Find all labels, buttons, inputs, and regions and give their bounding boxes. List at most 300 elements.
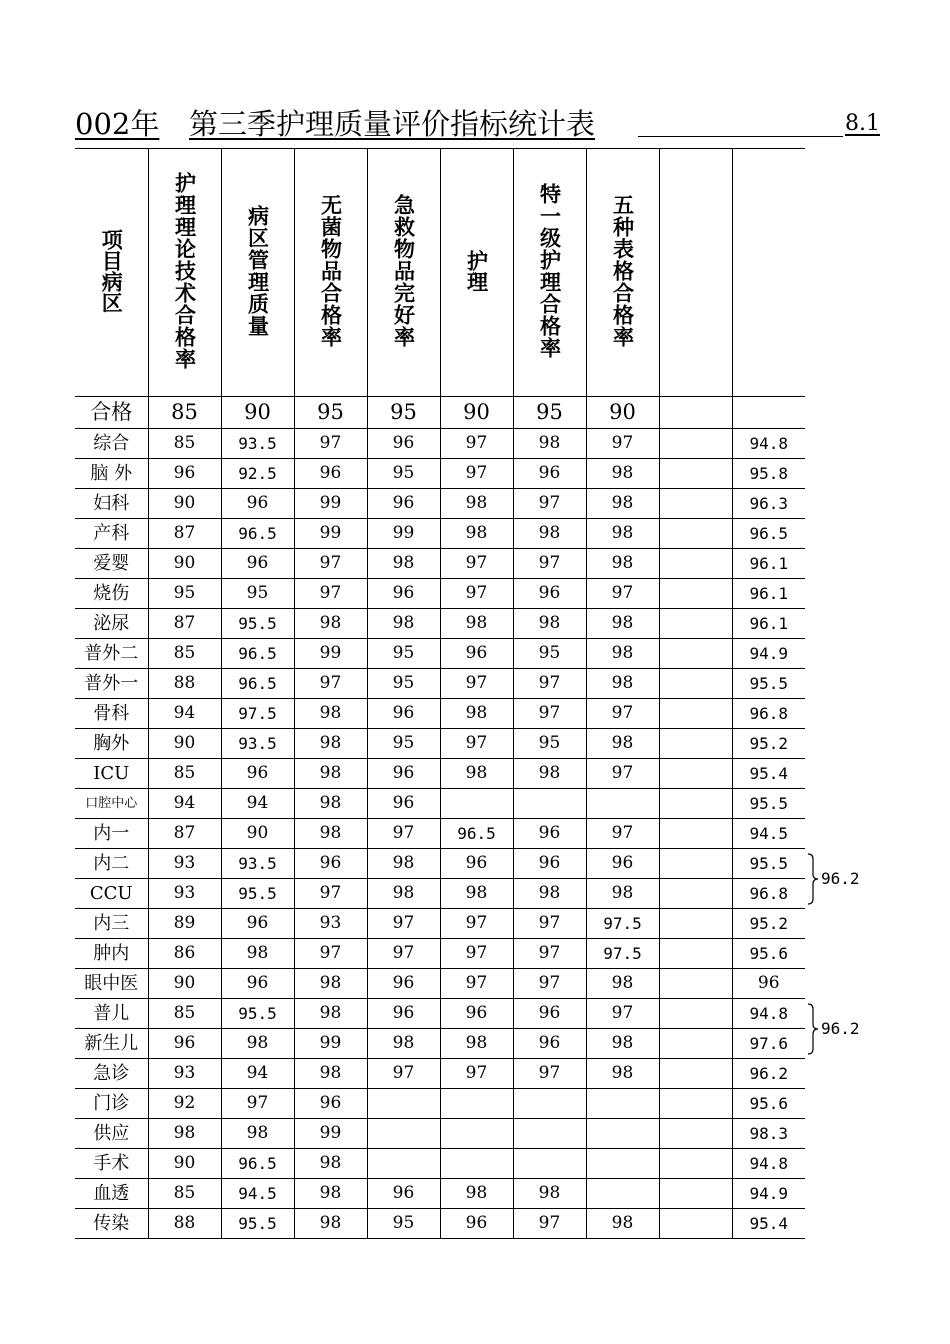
value-cell: 93 xyxy=(148,879,221,909)
department-cell: 眼中医 xyxy=(75,969,148,999)
department-cell: CCU xyxy=(75,879,148,909)
value-cell: 98 xyxy=(294,819,367,849)
value-cell: 86 xyxy=(148,939,221,969)
value-cell xyxy=(659,1089,732,1119)
value-cell xyxy=(659,579,732,609)
column-header-label: 急救物品完好率 xyxy=(391,193,417,348)
value-cell xyxy=(659,519,732,549)
table-row xyxy=(75,1179,805,1209)
value-cell: 95 xyxy=(367,729,440,759)
value-cell: 98 xyxy=(586,459,659,489)
table-row xyxy=(75,879,805,909)
value-cell: 90 xyxy=(148,489,221,519)
value-cell: 90 xyxy=(221,397,294,429)
value-cell: 95.5 xyxy=(732,669,805,699)
value-cell: 96 xyxy=(513,999,586,1029)
curly-brace-icon xyxy=(808,854,818,904)
value-cell: 94 xyxy=(148,789,221,819)
table-row xyxy=(75,969,805,999)
table-row xyxy=(75,1149,805,1179)
value-cell: 98 xyxy=(513,609,586,639)
value-cell: 96 xyxy=(513,849,586,879)
value-cell: 90 xyxy=(440,397,513,429)
table-row xyxy=(75,1119,805,1149)
value-cell: 97 xyxy=(294,939,367,969)
department-cell: 合格 xyxy=(75,397,148,429)
value-cell: 93.5 xyxy=(221,729,294,759)
department-cell: 内三 xyxy=(75,909,148,939)
value-cell: 98 xyxy=(440,1029,513,1059)
value-cell: 97 xyxy=(440,939,513,969)
statistics-table xyxy=(75,148,805,1239)
column-header xyxy=(513,149,586,397)
value-cell xyxy=(513,1089,586,1119)
value-cell xyxy=(513,789,586,819)
value-cell: 96 xyxy=(513,1029,586,1059)
header-row xyxy=(75,149,805,397)
value-cell xyxy=(659,1059,732,1089)
value-cell: 97 xyxy=(440,1059,513,1089)
table-row xyxy=(75,909,805,939)
table-row xyxy=(75,1089,805,1119)
value-cell: 96 xyxy=(586,849,659,879)
value-cell: 90 xyxy=(148,969,221,999)
value-cell: 94.5 xyxy=(221,1179,294,1209)
value-cell: 97 xyxy=(586,819,659,849)
department-cell: 新生儿 xyxy=(75,1029,148,1059)
value-cell: 97 xyxy=(513,489,586,519)
value-cell xyxy=(659,729,732,759)
table-row xyxy=(75,849,805,879)
value-cell xyxy=(440,1119,513,1149)
value-cell: 94.8 xyxy=(732,999,805,1029)
value-cell: 96 xyxy=(221,909,294,939)
value-cell: 97 xyxy=(440,459,513,489)
value-cell: 96 xyxy=(367,759,440,789)
value-cell: 97 xyxy=(440,579,513,609)
department-cell: ICU xyxy=(75,759,148,789)
value-cell: 97 xyxy=(440,669,513,699)
value-cell: 96.1 xyxy=(732,579,805,609)
value-cell: 90 xyxy=(586,397,659,429)
value-cell: 96.8 xyxy=(732,699,805,729)
value-cell: 95.4 xyxy=(732,1209,805,1239)
department-cell: 产科 xyxy=(75,519,148,549)
value-cell: 97 xyxy=(440,909,513,939)
value-cell: 94.8 xyxy=(732,1149,805,1179)
value-cell xyxy=(367,1119,440,1149)
value-cell xyxy=(586,1089,659,1119)
value-cell: 96 xyxy=(294,849,367,879)
value-cell: 98 xyxy=(294,729,367,759)
value-cell: 98 xyxy=(586,489,659,519)
value-cell: 98 xyxy=(586,639,659,669)
value-cell: 95 xyxy=(148,579,221,609)
value-cell: 90 xyxy=(148,1149,221,1179)
value-cell: 97.5 xyxy=(586,909,659,939)
table-row xyxy=(75,519,805,549)
value-cell: 98 xyxy=(440,519,513,549)
value-cell: 87 xyxy=(148,519,221,549)
value-cell: 99 xyxy=(294,489,367,519)
value-cell: 96 xyxy=(732,969,805,999)
value-cell xyxy=(659,789,732,819)
value-cell: 90 xyxy=(148,549,221,579)
value-cell: 95.5 xyxy=(221,999,294,1029)
value-cell: 89 xyxy=(148,909,221,939)
value-cell: 98 xyxy=(221,1119,294,1149)
value-cell: 97 xyxy=(513,1059,586,1089)
group-average: 96.2 xyxy=(821,868,860,888)
value-cell: 98 xyxy=(294,789,367,819)
value-cell: 96 xyxy=(440,1209,513,1239)
value-cell: 98 xyxy=(221,1029,294,1059)
value-cell: 96 xyxy=(367,1179,440,1209)
value-cell: 97 xyxy=(586,429,659,459)
value-cell: 97 xyxy=(586,999,659,1029)
value-cell: 88 xyxy=(148,669,221,699)
table-row xyxy=(75,819,805,849)
column-header xyxy=(75,149,148,397)
column-header-label: 特一级护理合格率 xyxy=(537,182,563,359)
value-cell: 85 xyxy=(148,759,221,789)
report-title xyxy=(75,106,880,142)
value-cell: 93 xyxy=(148,849,221,879)
value-cell: 97 xyxy=(440,729,513,759)
value-cell xyxy=(586,1119,659,1149)
value-cell xyxy=(732,397,805,429)
value-cell xyxy=(367,1149,440,1179)
department-cell: 泌尿 xyxy=(75,609,148,639)
table-row xyxy=(75,639,805,669)
value-cell: 98.3 xyxy=(732,1119,805,1149)
value-cell: 95 xyxy=(294,397,367,429)
value-cell: 96.5 xyxy=(221,639,294,669)
value-cell: 98 xyxy=(148,1119,221,1149)
value-cell: 94.9 xyxy=(732,639,805,669)
value-cell xyxy=(586,789,659,819)
value-cell: 98 xyxy=(294,1059,367,1089)
value-cell: 88 xyxy=(148,1209,221,1239)
value-cell xyxy=(659,397,732,429)
table-row xyxy=(75,1209,805,1239)
value-cell xyxy=(659,639,732,669)
value-cell: 97 xyxy=(440,549,513,579)
value-cell: 96 xyxy=(148,1029,221,1059)
value-cell: 95 xyxy=(367,397,440,429)
value-cell: 98 xyxy=(294,1209,367,1239)
value-cell: 90 xyxy=(221,819,294,849)
value-cell: 95.5 xyxy=(221,1209,294,1239)
value-cell: 97 xyxy=(586,579,659,609)
value-cell: 97 xyxy=(294,579,367,609)
value-cell: 98 xyxy=(440,879,513,909)
department-cell: 内一 xyxy=(75,819,148,849)
value-cell: 95 xyxy=(513,639,586,669)
table-row xyxy=(75,1059,805,1089)
value-cell xyxy=(659,429,732,459)
value-cell: 96.5 xyxy=(221,1149,294,1179)
value-cell: 95.5 xyxy=(221,609,294,639)
value-cell: 95.6 xyxy=(732,939,805,969)
value-cell: 97 xyxy=(294,549,367,579)
title-text: 第三季护理质量评价指标统计表 xyxy=(189,107,596,141)
value-cell: 98 xyxy=(440,489,513,519)
value-cell: 99 xyxy=(294,639,367,669)
value-cell: 97 xyxy=(586,759,659,789)
value-cell: 96 xyxy=(294,1089,367,1119)
value-cell: 98 xyxy=(294,1149,367,1179)
value-cell: 98 xyxy=(440,759,513,789)
curly-brace-icon xyxy=(808,1004,818,1054)
group-bracket xyxy=(807,853,867,905)
column-header-label: 五种表格合格率 xyxy=(610,193,636,348)
department-cell: 急诊 xyxy=(75,1059,148,1089)
value-cell: 96 xyxy=(367,489,440,519)
department-cell: 普儿 xyxy=(75,999,148,1029)
value-cell: 97.6 xyxy=(732,1029,805,1059)
table-row xyxy=(75,579,805,609)
value-cell: 96 xyxy=(367,699,440,729)
value-cell: 96 xyxy=(294,459,367,489)
value-cell: 96.1 xyxy=(732,549,805,579)
value-cell: 96 xyxy=(367,579,440,609)
table-row xyxy=(75,699,805,729)
value-cell: 97 xyxy=(367,819,440,849)
value-cell: 97 xyxy=(294,669,367,699)
department-cell: 门诊 xyxy=(75,1089,148,1119)
department-cell: 手术 xyxy=(75,1149,148,1179)
value-cell: 96 xyxy=(367,969,440,999)
value-cell: 96 xyxy=(148,459,221,489)
value-cell xyxy=(440,1089,513,1119)
column-header xyxy=(659,149,732,397)
table-row xyxy=(75,759,805,789)
value-cell xyxy=(659,819,732,849)
value-cell: 97 xyxy=(513,1209,586,1239)
value-cell: 98 xyxy=(586,1059,659,1089)
table-row xyxy=(75,429,805,459)
value-cell: 87 xyxy=(148,609,221,639)
value-cell xyxy=(586,1179,659,1209)
value-cell: 85 xyxy=(148,429,221,459)
value-cell: 97 xyxy=(440,969,513,999)
value-cell: 97 xyxy=(513,969,586,999)
value-cell xyxy=(659,699,732,729)
value-cell: 95 xyxy=(367,459,440,489)
department-cell: 普外一 xyxy=(75,669,148,699)
value-cell: 96 xyxy=(367,789,440,819)
value-cell: 93 xyxy=(148,1059,221,1089)
value-cell: 94 xyxy=(221,789,294,819)
value-cell: 96.3 xyxy=(732,489,805,519)
value-cell: 98 xyxy=(440,1179,513,1209)
value-cell: 97.5 xyxy=(221,699,294,729)
value-cell xyxy=(659,969,732,999)
value-cell xyxy=(440,1149,513,1179)
value-cell: 96 xyxy=(440,999,513,1029)
value-cell: 93.5 xyxy=(221,429,294,459)
value-cell: 95 xyxy=(367,639,440,669)
column-header xyxy=(367,149,440,397)
value-cell: 98 xyxy=(513,1179,586,1209)
value-cell: 96 xyxy=(513,579,586,609)
value-cell: 98 xyxy=(367,849,440,879)
department-cell: 烧伤 xyxy=(75,579,148,609)
value-cell: 95.4 xyxy=(732,759,805,789)
value-cell: 95 xyxy=(513,729,586,759)
value-cell: 98 xyxy=(221,939,294,969)
column-header xyxy=(221,149,294,397)
column-header-label: 护理理论技术合格率 xyxy=(172,171,198,370)
value-cell: 94.9 xyxy=(732,1179,805,1209)
value-cell: 97 xyxy=(513,909,586,939)
value-cell xyxy=(659,609,732,639)
value-cell: 96 xyxy=(440,849,513,879)
value-cell: 96 xyxy=(221,969,294,999)
value-cell: 96.5 xyxy=(221,669,294,699)
value-cell: 99 xyxy=(294,1119,367,1149)
table-row xyxy=(75,459,805,489)
value-cell: 96 xyxy=(221,489,294,519)
department-cell: 普外二 xyxy=(75,639,148,669)
value-cell: 96 xyxy=(367,429,440,459)
table-body xyxy=(75,397,805,1239)
column-header xyxy=(148,149,221,397)
value-cell xyxy=(659,1209,732,1239)
value-cell: 96 xyxy=(221,549,294,579)
value-cell: 97 xyxy=(367,909,440,939)
value-cell xyxy=(659,1029,732,1059)
column-header-label: 无菌物品合格率 xyxy=(318,193,344,348)
group-average: 96.2 xyxy=(821,1018,860,1038)
value-cell xyxy=(659,999,732,1029)
table-row xyxy=(75,609,805,639)
value-cell: 96 xyxy=(367,999,440,1029)
standard-row xyxy=(75,397,805,429)
value-cell: 98 xyxy=(367,879,440,909)
value-cell: 95 xyxy=(367,669,440,699)
value-cell xyxy=(513,1149,586,1179)
value-cell: 97 xyxy=(221,1089,294,1119)
group-bracket xyxy=(807,1003,867,1055)
value-cell: 97 xyxy=(513,939,586,969)
value-cell: 98 xyxy=(294,999,367,1029)
value-cell: 93.5 xyxy=(221,849,294,879)
department-cell: 胸外 xyxy=(75,729,148,759)
value-cell xyxy=(659,849,732,879)
table-row xyxy=(75,549,805,579)
table-row xyxy=(75,789,805,819)
column-header-label: 项目病区 xyxy=(99,228,125,313)
department-cell: 血透 xyxy=(75,1179,148,1209)
value-cell: 98 xyxy=(586,609,659,639)
column-header-label: 护理 xyxy=(464,249,490,292)
value-cell: 97 xyxy=(367,939,440,969)
value-cell: 92.5 xyxy=(221,459,294,489)
value-cell: 97 xyxy=(586,699,659,729)
department-cell: 爱婴 xyxy=(75,549,148,579)
value-cell: 96 xyxy=(513,459,586,489)
value-cell: 95.8 xyxy=(732,459,805,489)
department-cell: 肿内 xyxy=(75,939,148,969)
value-cell: 98 xyxy=(586,879,659,909)
column-header-label: 病区管理质量 xyxy=(245,204,271,337)
value-cell: 97 xyxy=(294,879,367,909)
department-cell: 口腔中心 xyxy=(75,789,148,819)
column-header xyxy=(440,149,513,397)
value-cell: 95.2 xyxy=(732,729,805,759)
value-cell xyxy=(586,1149,659,1179)
column-header xyxy=(294,149,367,397)
value-cell: 85 xyxy=(148,397,221,429)
value-cell: 90 xyxy=(148,729,221,759)
department-cell: 妇科 xyxy=(75,489,148,519)
value-cell xyxy=(440,789,513,819)
table-row xyxy=(75,489,805,519)
value-cell: 99 xyxy=(294,519,367,549)
value-cell: 95.5 xyxy=(732,789,805,819)
value-cell: 92 xyxy=(148,1089,221,1119)
column-header xyxy=(586,149,659,397)
department-cell: 传染 xyxy=(75,1209,148,1239)
value-cell: 98 xyxy=(586,1209,659,1239)
value-cell xyxy=(659,939,732,969)
value-cell xyxy=(659,549,732,579)
value-cell: 96 xyxy=(513,819,586,849)
value-cell: 95.2 xyxy=(732,909,805,939)
value-cell: 98 xyxy=(367,549,440,579)
value-cell: 99 xyxy=(294,1029,367,1059)
value-cell: 96 xyxy=(440,639,513,669)
value-cell: 98 xyxy=(586,519,659,549)
value-cell: 97 xyxy=(513,699,586,729)
value-cell xyxy=(513,1119,586,1149)
value-cell: 98 xyxy=(440,609,513,639)
value-cell: 98 xyxy=(294,1179,367,1209)
value-cell xyxy=(659,879,732,909)
value-cell: 85 xyxy=(148,1179,221,1209)
value-cell: 98 xyxy=(513,429,586,459)
value-cell: 96.2 xyxy=(732,1059,805,1089)
title-underline xyxy=(638,136,843,137)
value-cell: 95.6 xyxy=(732,1089,805,1119)
department-cell: 内二 xyxy=(75,849,148,879)
value-cell: 98 xyxy=(440,699,513,729)
value-cell: 98 xyxy=(586,549,659,579)
value-cell xyxy=(659,909,732,939)
table-row xyxy=(75,999,805,1029)
value-cell: 97 xyxy=(440,429,513,459)
value-cell: 98 xyxy=(513,759,586,789)
value-cell: 97 xyxy=(367,1059,440,1089)
department-cell: 脑 外 xyxy=(75,459,148,489)
value-cell xyxy=(659,459,732,489)
column-header xyxy=(732,149,805,397)
table-row xyxy=(75,669,805,699)
value-cell: 96.5 xyxy=(732,519,805,549)
value-cell: 98 xyxy=(513,879,586,909)
value-cell: 96 xyxy=(221,759,294,789)
title-year: 002年 xyxy=(75,107,160,141)
department-cell: 供应 xyxy=(75,1119,148,1149)
value-cell xyxy=(367,1089,440,1119)
value-cell: 96.1 xyxy=(732,609,805,639)
value-cell: 96.5 xyxy=(440,819,513,849)
value-cell: 97 xyxy=(513,549,586,579)
value-cell: 97 xyxy=(294,429,367,459)
value-cell: 98 xyxy=(294,609,367,639)
